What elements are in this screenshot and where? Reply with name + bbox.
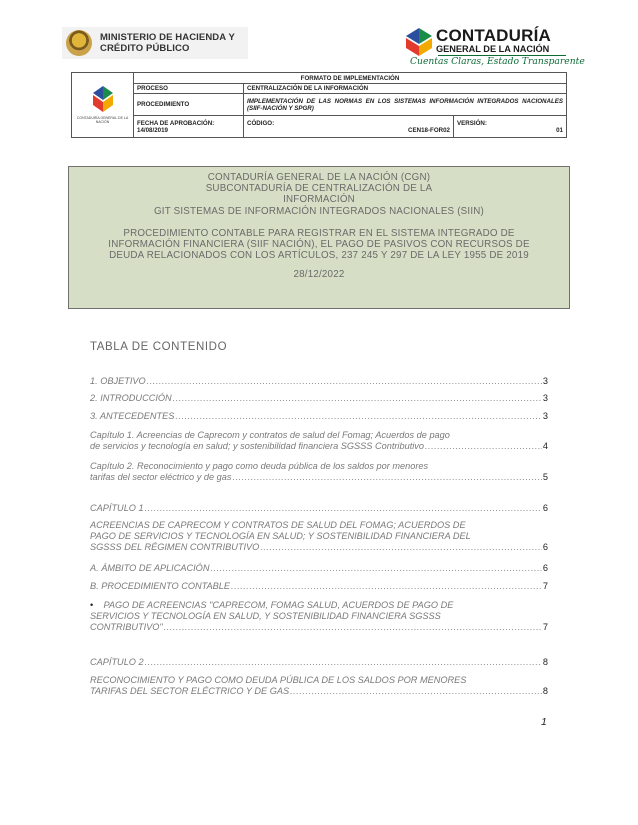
colombia-seal-icon [66,30,92,56]
toc-entry-text: Capítulo 1. Acreencias de Caprecom y contratos de salud del Fomag; Acuerdos de pago [90,430,450,440]
toc-entry-text: CAPÍTULO 1 [90,503,144,513]
toc-entry-text: PAGO DE ACREENCIAS "CAPRECOM, FOMAG SALUD, ACUERDOS DE PAGO DE [103,600,454,610]
toc-entry-antecedentes[interactable] [90,411,548,421]
proceso-value: CENTRALIZACIÓN DE LA INFORMACIÓN [244,84,567,94]
toc-heading: TABLA DE CONTENIDO [90,341,228,353]
version-cell [454,116,567,138]
ministry-name-line2: CRÉDITO PÚBLICO [100,43,190,54]
toc-entry-text: Capítulo 2. Reconocimiento y pago como deuda pública de los saldos por menores [90,461,429,471]
toc-entry-text: B. PROCEDIMIENTO CONTABLE [90,581,231,591]
toc-entry-text: SGSSS DEL RÉGIMEN CONTRIBUTIVO [90,542,260,552]
codigo-label: CÓDIGO: [247,119,275,127]
cover-line4: GIT SISTEMAS DE INFORMACIÓN INTEGRADOS NACIONALES (SIIN) [153,205,484,217]
proceso-label: PROCESO [134,84,244,94]
toc-entry-text: CAPÍTULO 2 [90,657,144,667]
cgn-name: CONTADURÍA [436,26,552,45]
cover-date: 28/12/2022 [293,269,345,281]
toc-entry-text: tarifas del sector eléctrico y de gas [90,472,232,482]
format-logo-cell [72,73,134,138]
toc-entry-reconocimiento[interactable] [90,675,548,697]
toc-entry-text: TARIFAS DEL SECTOR ELÉCTRICO Y DE GAS [90,686,290,696]
fecha-cell [134,116,244,138]
cover-line7: DEUDA RELACIONADOS CON LOS ARTÍCULOS, 237 245 Y 297 DE LA LEY 1955 DE 2019 [109,250,529,262]
procedimiento-value: IMPLEMENTACIÓN DE LAS NORMAS EN LOS SISTEMAS INFORMACIÓN INTEGRADOS NACIONALES (SIIF-NACIÓN Y SPGR) [244,94,567,116]
version-label: VERSIÓN: [457,119,487,127]
cover-line2: SUBCONTADURÍA DE CENTRALIZACIÓN DE LA [205,183,433,195]
cgn-subtitle: GENERAL DE LA NACIÓN [436,44,550,54]
cover-line5: PROCEDIMIENTO CONTABLE PARA REGISTRAR EN EL SISTEMA INTEGRADO DE [123,227,515,239]
toc-entry-text: de servicios y tecnología en salud; y sostenibilidad financiera SGSSS Contributivo [90,441,424,451]
toc-entry-objetivo[interactable] [90,376,548,386]
toc-entry-page: 3 [542,393,548,403]
toc-entry-capitulo2-title[interactable] [90,461,548,483]
toc-entry-ambito[interactable] [90,563,548,573]
toc-entry-page: 6 [542,503,548,513]
toc-entry-introduccion[interactable] [90,393,548,403]
cgn-mark-icon [406,28,432,56]
version-value: 01 [556,126,563,134]
toc-entry-page: 3 [542,376,548,386]
toc-entry-page: 8 [542,686,548,696]
codigo-cell [244,116,454,138]
toc-entry-page: 3 [542,411,548,421]
toc-entry-page: 8 [542,657,548,667]
ministry-name [100,32,235,54]
cover-line1: CONTADURÍA GENERAL DE LA NACIÓN (CGN) [207,172,431,183]
bullet-icon: • [90,600,94,610]
toc-entry-text: CONTRIBUTIVO" [90,622,163,632]
cgn-tagline: Cuentas Claras, Estado Transparente [410,56,585,67]
toc-entry-page: 4 [542,441,548,451]
toc-entry-text: A. ÁMBITO DE APLICACIÓN [90,563,210,573]
toc-entry-page: 6 [542,563,548,573]
toc-entry-capitulo1-title[interactable] [90,430,548,452]
toc-entry-text: RECONOCIMIENTO Y PAGO COMO DEUDA PÚBLICA DE LOS SALDOS POR MENORES [90,675,467,685]
toc-entry-text: PAGO DE SERVICIOS Y TECNOLOGÍA EN SALUD; Y SOSTENIBILIDAD FINANCIERA DEL [90,531,471,541]
page-number: 1 [541,716,547,728]
ministry-logo [62,27,248,59]
ministry-name-line1: MINISTERIO DE HACIENDA Y [100,32,235,43]
cgn-logo [406,26,585,70]
toc-entry-pago-acreencias[interactable] [90,600,548,633]
cover-line3: INFORMACIÓN [283,194,355,206]
fecha-label: FECHA DE APROBACIÓN: [137,119,215,127]
toc-entry-page: 6 [542,542,548,552]
toc-entry-capitulo2[interactable] [90,657,548,667]
mini-logo-text: CONTADURÍA GENERAL DE LA NACIÓN [76,116,129,124]
codigo-value: CEN18-FOR02 [408,126,450,134]
toc-entry-text: 3. ANTECEDENTES [90,411,175,421]
toc-entry-text: ACREENCIAS DE CAPRECOM Y CONTRATOS DE SALUD DEL FOMAG; ACUERDOS DE [90,520,466,530]
toc-entry-page: 7 [542,581,548,591]
fecha-value: 14/08/2019 [137,126,168,134]
toc-entry-acreencias[interactable] [90,520,548,553]
toc-entry-text: SERVICIOS Y TECNOLOGÍA EN SALUD, Y SOSTENIBILIDAD FINANCIERA SGSSS [90,611,441,621]
format-table [71,72,567,138]
cover-box [68,166,570,309]
procedimiento-label: PROCEDIMIENTO [134,94,244,116]
toc-entry-page: 7 [542,622,548,632]
cgn-mini-icon [93,86,113,112]
toc-entry-procedimiento[interactable] [90,581,548,591]
toc-entry-page: 5 [542,472,548,482]
format-title: FORMATO DE IMPLEMENTACIÓN [134,73,567,84]
cover-line6: INFORMACIÓN FINANCIERA (SIIF NACIÓN), EL PAGO DE PASIVOS CON RECURSOS DE [108,239,530,251]
toc-entry-text: 2. INTRODUCCIÓN [90,393,172,403]
toc-entry-capitulo1[interactable] [90,503,548,513]
toc-entry-text: 1. OBJETIVO [90,376,146,386]
